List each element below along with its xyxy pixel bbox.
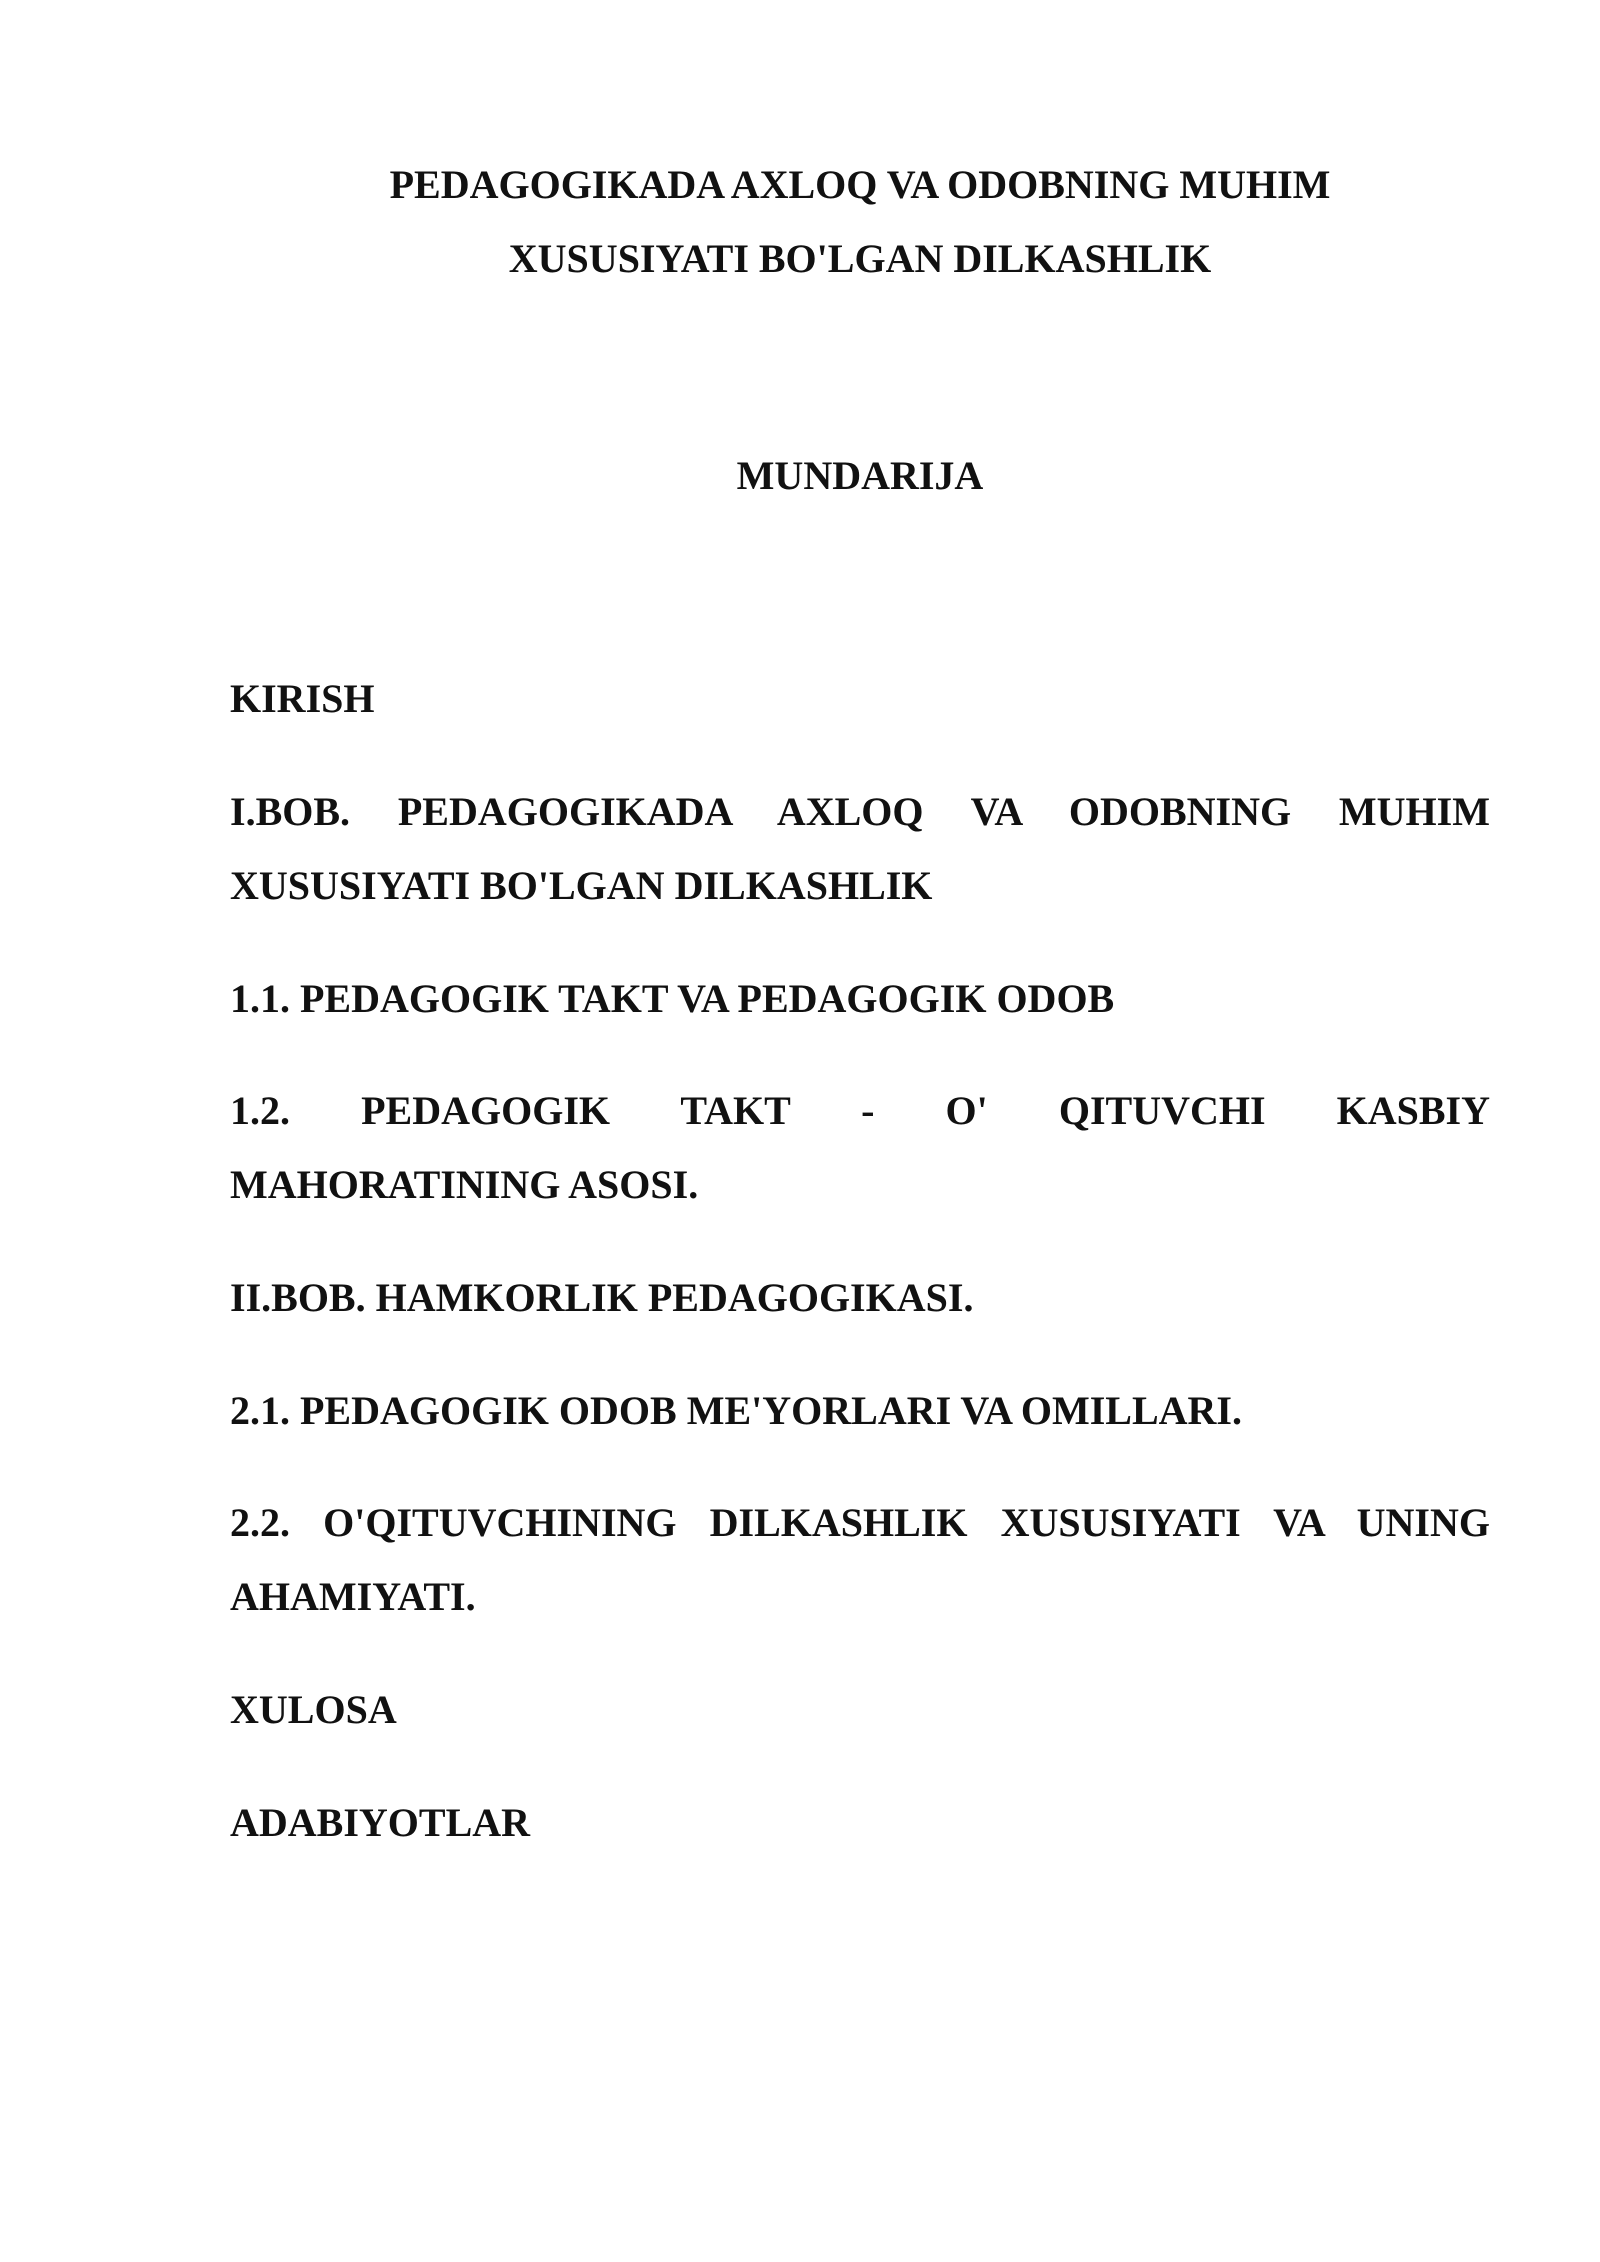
toc-item-text: I.BOB. PEDAGOGIKADA AXLOQ VA ODOBNING MUHIM <box>230 789 1490 834</box>
toc-item-text: 2.1. PEDAGOGIK ODOB ME'YORLARI VA OMILLARI. <box>230 1388 1242 1433</box>
toc-item-chapter-1 <box>230 775 1490 923</box>
toc-item-text-continued: AHAMIYATI. <box>230 1574 476 1619</box>
toc-item-text-continued: XUSUSIYATI BO'LGAN DILKASHLIK <box>230 863 933 908</box>
toc-item-text: KIRISH <box>230 676 375 721</box>
toc-item-section-1-1 <box>230 962 1490 1036</box>
toc-item-text: 1.2. PEDAGOGIK TAKT - O' QITUVCHI KASBIY <box>230 1088 1490 1133</box>
toc-item-section-1-2 <box>230 1074 1490 1222</box>
document-title-line-1: PEDAGOGIKADA AXLOQ VA ODOBNING MUHIM <box>389 162 1331 207</box>
toc-heading: MUNDARIJA <box>736 453 984 498</box>
toc-item-section-2-2 <box>230 1486 1490 1634</box>
toc-item-chapter-2 <box>230 1261 1490 1335</box>
toc-item-text: XULOSA <box>230 1687 397 1732</box>
toc-item-kirish <box>230 662 1490 736</box>
toc-item-xulosa <box>230 1673 1490 1747</box>
toc-item-text: 2.2. O'QITUVCHINING DILKASHLIK XUSUSIYATI VA UNING <box>230 1500 1490 1545</box>
toc-item-text-continued: MAHORATINING ASOSI. <box>230 1162 699 1207</box>
document-title <box>230 148 1490 296</box>
toc-item-text: ADABIYOTLAR <box>230 1800 531 1845</box>
toc-item-adabiyotlar <box>230 1786 1490 1860</box>
toc-item-text: II.BOB. HAMKORLIK PEDAGOGIKASI. <box>230 1275 974 1320</box>
toc-item-text: 1.1. PEDAGOGIK TAKT VA PEDAGOGIK ODOB <box>230 976 1115 1021</box>
document-title-line-2: XUSUSIYATI BO'LGAN DILKASHLIK <box>508 236 1212 281</box>
toc-item-section-2-1 <box>230 1374 1490 1448</box>
